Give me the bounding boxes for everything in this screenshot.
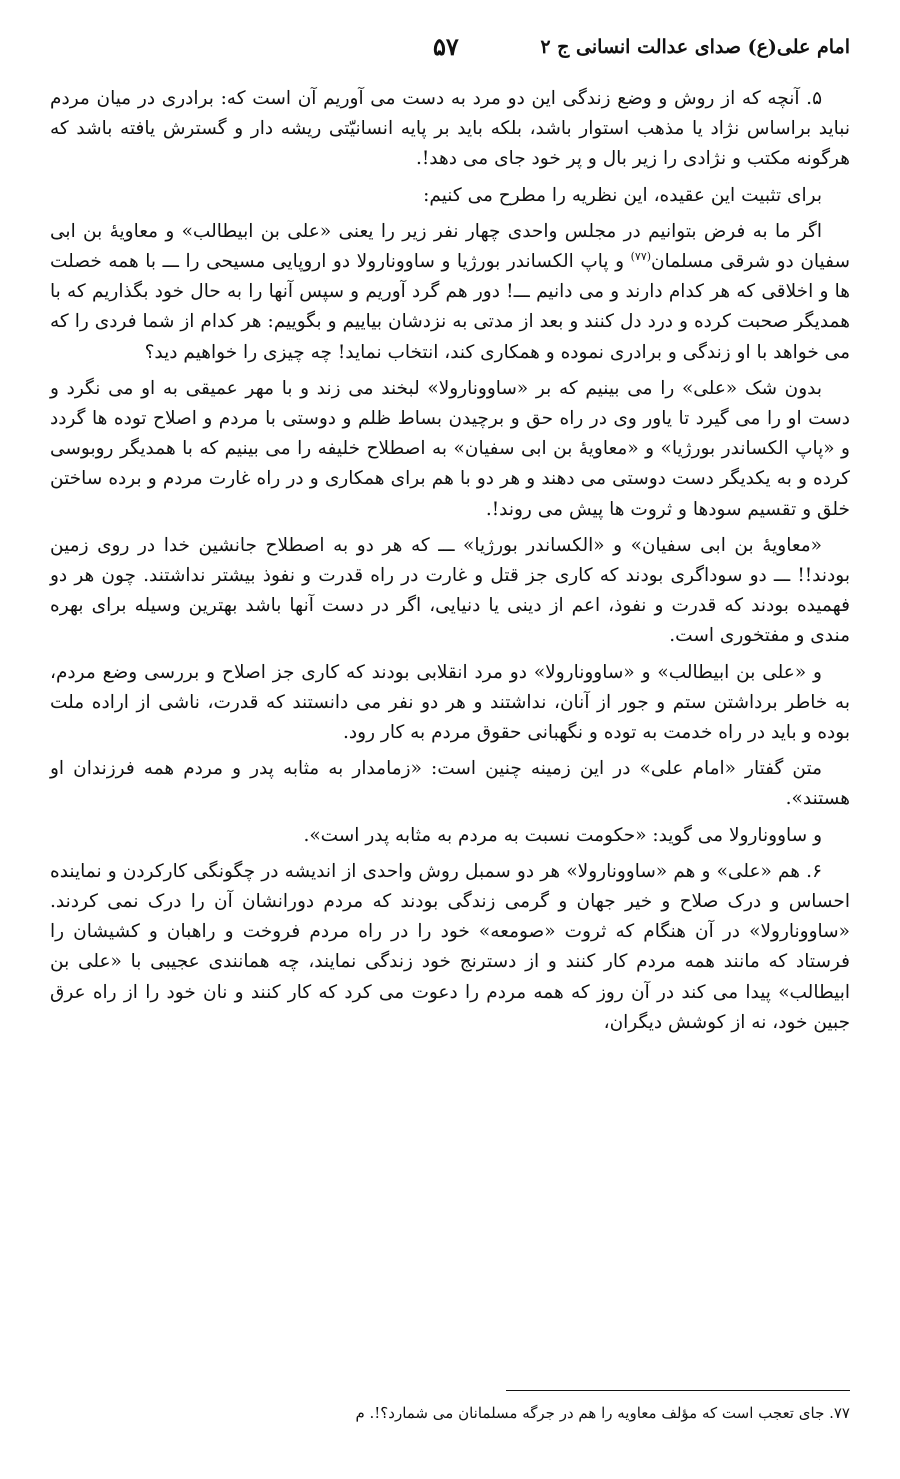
paragraph: و ساوونارولا می گوید: «حکومت نسبت به مردم به مثابه پدر است». <box>303 824 822 846</box>
page-header <box>50 32 850 66</box>
paragraph: متن گفتار «امام علی» در این زمینه چنین است: «زمامدار به مثابه پدر و مردم همه فرزندان او هستند». <box>50 758 850 810</box>
footnote-divider <box>506 1390 850 1391</box>
paragraph: بدون شک «علی» را می بینیم که بر «ساوونارولا» لبخند می زند و با مهر عمیقی به او می نگرد و دست او را می گیرد تا یاور وی در راه حق و برچیدن بساط ظلم و دوستی با مردم و اصلاح توده ها گردد و «پاپ الکساندر بورژیا» و «معاویهٔ بن ابی سفیان» به اصطلاح خلیفه را می بینیم که با همدیگر روبوسی کرده و به یکدیگر دست دوستی می دهند و هر دو با هم برای همکاری و در راه غارت مردم و برده ساختن خلق و تقسیم سودها و ثروت ها پیش می روند!. <box>50 377 850 520</box>
footnote-reference[interactable]: (۷۷) <box>630 249 652 263</box>
footnote: ۷۷. جای تعجب است که مؤلف معاویه را هم در جرگه مسلمانان می شمارد؟!. م <box>355 1404 850 1422</box>
paragraph: ۵. آنچه که از روش و وضع زندگی این دو مرد به دست می آوریم آن است که: برادری در میان مردم نباید براساس نژاد یا مذهب استوار باشد، بلکه باید بر پایه انسانیّتی ریشه دار و گسترش یافته باشد که هرگونه مکتب و نژادی را زیر بال و پر خود جای می دهد!. <box>50 88 850 170</box>
book-title: امام علی(ع) صدای عدالت انسانی ج ۲ <box>540 36 850 58</box>
paragraph-text: اگر ما به فرض بتوانیم در مجلس واحدی چهار نفر زیر را یعنی «علی بن ابیطالب» و معاویهٔ بن ابی سفیان دو شرقی مسلمان <box>50 220 851 273</box>
page-number: ۵۷ <box>433 32 459 61</box>
paragraph <box>50 217 850 368</box>
paragraph: برای تثبیت این عقیده، این نظریه را مطرح می کنیم: <box>423 184 822 206</box>
paragraph: «معاویهٔ بن ابی سفیان» و «الکساندر بورژیا» ـــ که هر دو به اصطلاح جانشین خدا در روی زمین بودند!! ـــ دو سوداگری بودند که کاری جز قتل و غارت در راه قدرت و نفوذ بیشتر نداشتند. چون هر دو فهمیده بودند که قدرت و نفوذ، اعم از دینی یا دنیایی، اگر در دست آنها باشد بهترین وسیله برای بهره مندی و مفتخوری است. <box>50 534 850 647</box>
paragraph: ۶. هم «علی» و هم «ساوونارولا» هر دو سمبل روش واحدی از اندیشه در چگونگی کارکردن و نماینده احساس و درک صلاح و خیر جهان و گرمی زندگی بودند که مردم دورانشان آن را درک نمی کردند. «ساوونارولا» در آن هنگام که ثروت «صومعه» خود را در راه مردم فروخت و راهبان و کشیشان را فرستاد که مانند همه مردم کار کنند و از دسترنج خود زندگی نمایند، چه همانندی عجیبی با «علی بن ابیطالب» پیدا می کند در آن روز که همه مردم را دعوت می کرد که کار کنند و نان خود را از راه عرق جبین خود، نه از کوشش دیگران، <box>50 860 850 1033</box>
paragraph-text: و پاپ الکساندر بورژیا و ساوونارولا دو اروپایی مسیحی را ـــ با همه خصلت ها و اخلاقی که هر کدام دارند و می دانیم ـــ! دور هم گرد آوریم و سپس آنها را به حال خود بگذاریم که با همدیگر صحبت کرده و درد دل کنند و بعد از مدتی به نزدشان بیاییم و بگوییم: هر کدام از شما فردی را که می خواهد با او زندگی و برادری نموده و همکاری کند، انتخاب نماید! چه چیزی را خواهیم دید؟ <box>50 251 850 363</box>
body-text <box>50 84 850 1044</box>
paragraph: و «علی بن ابیطالب» و «ساوونارولا» دو مرد انقلابی بودند که کاری جز اصلاح و بررسی وضع مردم، به خاطر برداشتن ستم و جور از آنان، نداشتند و هر دو نفر می دانستند که قدرت، ناشی از اراده ملت بوده و باید در راه خدمت به توده و نگهبانی حقوق مردم به کار رود. <box>50 661 850 744</box>
